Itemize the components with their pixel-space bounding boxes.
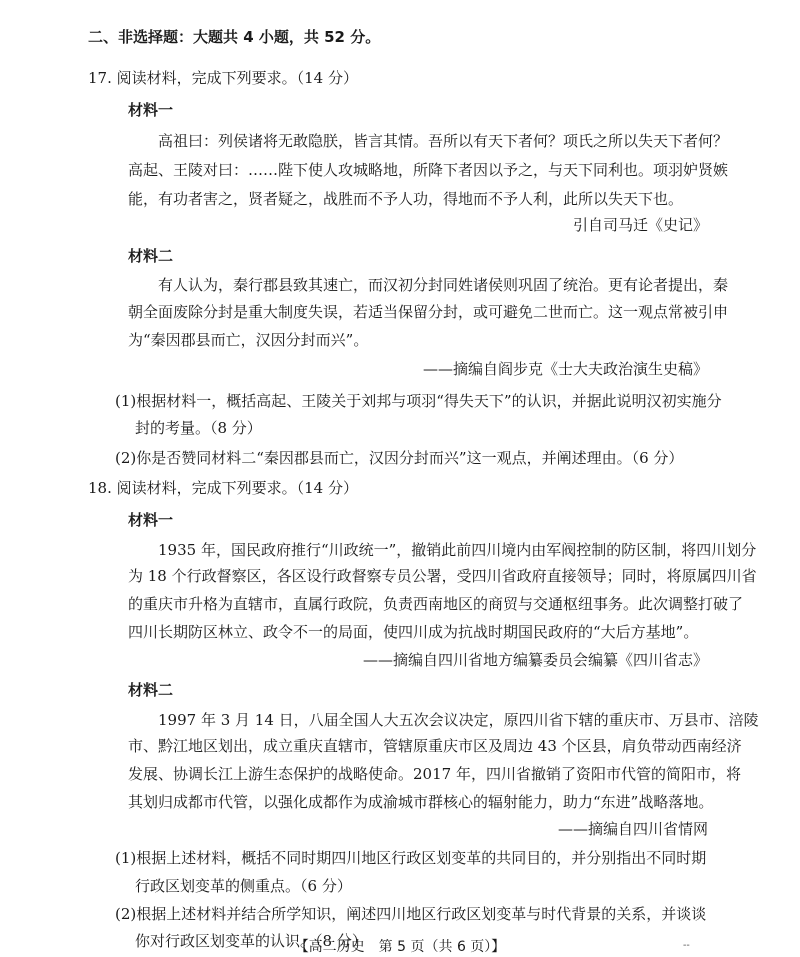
corner-mark: -- — [683, 940, 690, 951]
q18-subquestion-2-cont: 你对行政区划变革的认识。（8 分） — [135, 932, 367, 950]
q18-material1-line: 为 18 个行政督察区，各区设行政督察专员公署，受四川省政府直接领导；同时，将原属四川省 — [128, 567, 757, 585]
q18-material2-line: 发展、协调长江上游生态保护的战略使命。2017 年，四川省撤销了资阳市代管的简阳市，将 — [128, 765, 741, 783]
q17-material1-label: 材料一 — [128, 101, 174, 119]
q17-subquestion-2: (2)你是否赞同材料二“秦因郡县而亡，汉因分封而兴”这一观点，并阐述理由。（6 分） — [115, 449, 684, 467]
q18-material1-label: 材料一 — [128, 511, 174, 529]
q17-subquestion-1: (1)根据材料一，概括高起、王陵关于刘邦与项羽“得失天下”的认识，并据此说明汉初实施分 — [115, 392, 722, 410]
q18-material1-line: 1935 年，国民政府推行“川政统一”，撤销此前四川境内由军阀控制的防区制，将四川划分 — [158, 541, 757, 559]
q17-material1-line: 能，有功者害之，贤者疑之，战胜而不予人功，得地而不予人利，此所以失天下也。 — [128, 190, 684, 208]
q17-material2-line: 朝全面废除分封是重大制度失误，若适当保留分封，或可避免二世而亡。这一观点常被引申 — [128, 303, 729, 321]
q18-material2-line: 市、黔江地区划出，成立重庆直辖市，管辖原重庆市区及周边 43 个区县，肩负带动西南经济 — [128, 737, 742, 755]
q18-material1-line: 四川长期防区林立、政令不一的局面，使四川成为抗战时期国民政府的“大后方基地”。 — [128, 623, 699, 641]
q18-subquestion-1: (1)根据上述材料，概括不同时期四川地区行政区划变革的共同目的，并分别指出不同时期 — [115, 849, 707, 867]
q18-material1-source: ——摘编自四川省地方编纂委员会编纂《四川省志》 — [362, 651, 708, 669]
q17-material2-line: 有人认为，秦行郡县致其速亡，而汉初分封同姓诸侯则巩固了统治。更有论者提出，秦 — [158, 276, 729, 294]
q18-material2-line: 1997 年 3 月 14 日，八届全国人大五次会议决定，原四川省下辖的重庆市、万县市、涪陵 — [158, 711, 759, 729]
q17-subquestion-1-cont: 封的考量。（8 分） — [135, 419, 262, 437]
q18-material2-line: 其划归成都市代管，以强化成都作为成渝城市群核心的辐射能力，助力“东进”战略落地。 — [128, 793, 714, 811]
q17-material2-line: 为“秦因郡县而亡，汉因分封而兴”。 — [128, 331, 369, 349]
q17-material1-line: 高起、王陵对曰：……陛下使人攻城略地，所降下者因以予之，与天下同利也。项羽妒贤嫉 — [128, 161, 729, 179]
q17-material1-line: 高祖曰：列侯诸将无敢隐朕，皆言其情。吾所以有天下者何？项氏之所以失天下者何？ — [158, 132, 729, 150]
page-footer: 【高二历史 第 5 页（共 6 页）】 — [294, 939, 506, 955]
q18-material2-label: 材料二 — [128, 681, 174, 699]
q18-subquestion-2: (2)根据上述材料并结合所学知识，阐述四川地区行政区划变革与时代背景的关系，并谈谈 — [115, 905, 707, 923]
q17-material2-source: ——摘编自阎步克《士大夫政治演生史稿》 — [422, 360, 708, 378]
q17-material1-source: 引自司马迁《史记》 — [572, 216, 708, 234]
q18-subquestion-1-cont: 行政区划变革的侧重点。（6 分） — [135, 877, 352, 895]
q17-material2-label: 材料二 — [128, 247, 174, 265]
q17-stem: 17. 阅读材料，完成下列要求。（14 分） — [88, 69, 358, 87]
q18-material2-source: ——摘编自四川省情网 — [557, 820, 708, 838]
section-heading: 二、非选择题：大题共 4 小题，共 52 分。 — [88, 28, 381, 46]
q18-material1-line: 的重庆市升格为直辖市，直属行政院，负责西南地区的商贸与交通枢纽事务。此次调整打破了 — [128, 595, 744, 613]
q18-stem: 18. 阅读材料，完成下列要求。（14 分） — [88, 479, 358, 497]
